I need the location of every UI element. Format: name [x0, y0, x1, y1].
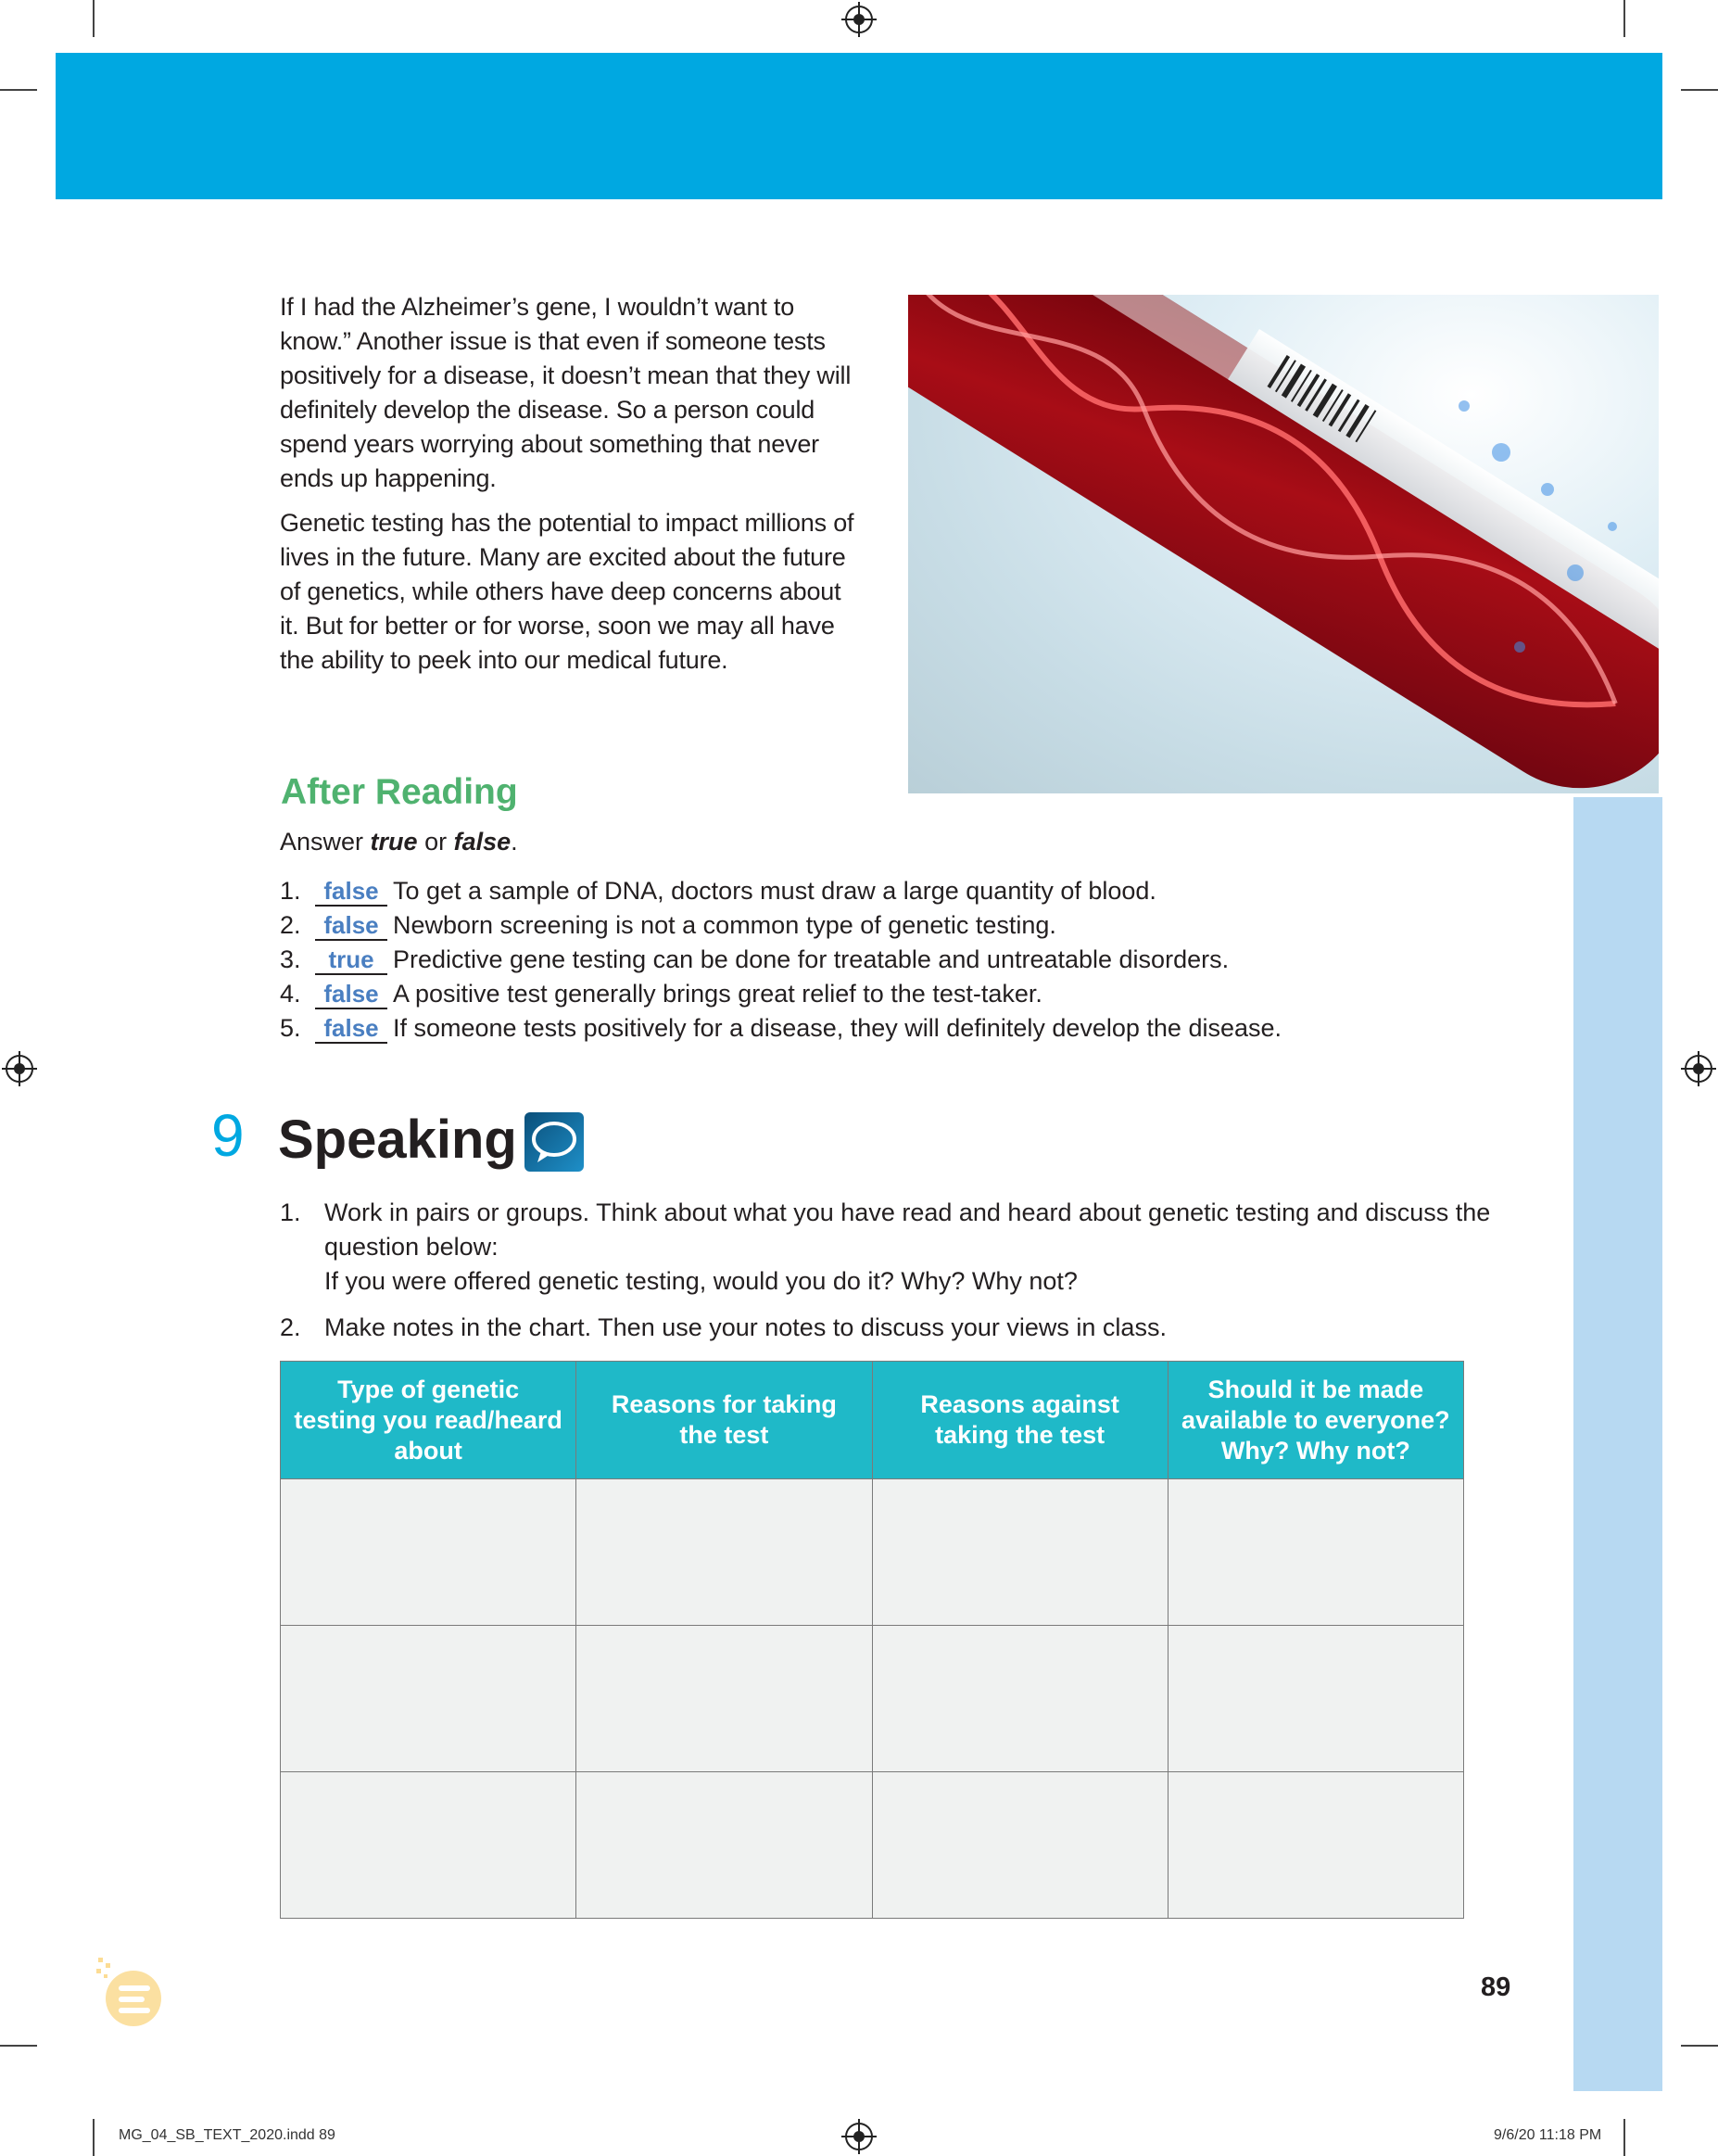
chart-cell[interactable]	[281, 1772, 576, 1919]
task-2-text: Make notes in the chart. Then use your notes to discuss your views in class.	[324, 1313, 1167, 1341]
answer-blank[interactable]	[315, 945, 387, 975]
statement-text: Newborn screening is not a common type of genetic testing.	[393, 911, 1056, 939]
list-item	[280, 977, 1577, 1011]
answer-blank[interactable]	[315, 980, 387, 1009]
chart-header-row	[281, 1362, 1464, 1479]
notes-chart	[280, 1361, 1464, 1919]
answer-blank[interactable]	[315, 877, 387, 907]
footer-file-name: MG_04_SB_TEXT_2020.indd 89	[119, 2127, 335, 2143]
answer-text: true	[328, 945, 374, 973]
registration-mark-icon	[1685, 1055, 1712, 1083]
registration-mark-icon	[6, 1055, 33, 1083]
crop-mark	[93, 0, 95, 37]
item-number: 4.	[280, 980, 301, 1008]
answer-blank[interactable]	[315, 1014, 387, 1044]
crop-mark	[0, 2045, 37, 2047]
publisher-logo-icon	[93, 1954, 167, 2030]
registration-mark-icon	[845, 6, 873, 33]
chart-cell[interactable]	[576, 1479, 872, 1626]
section-number: 9	[211, 1102, 245, 1169]
speaking-tasks	[280, 1196, 1577, 1345]
chart-cell[interactable]	[1168, 1626, 1463, 1772]
reading-paragraph-1: If I had the Alzheimer’s gene, I wouldn’t want to know.” Another issue is that even if someone tests positively for a disease, it doesn’t mean that they will definitely develop the disease. So a person could spend years worrying about something that never ends up happening.	[280, 293, 852, 492]
after-reading-instruction: Answer true or false.	[280, 828, 518, 856]
task-1-question: If you were offered genetic testing, would you do it? Why? Why not?	[324, 1267, 1078, 1295]
item-number: 1.	[280, 877, 301, 905]
list-item	[280, 1011, 1577, 1046]
item-number: 2.	[280, 911, 301, 939]
task-number: 2.	[280, 1313, 301, 1341]
reading-paragraph-2: Genetic testing has the potential to impact millions of lives in the future. Many are excited about the future of genetics, while others have deep concerns about it. But for better or for worse, soon we may all have the ability to peek into our medical future.	[280, 509, 854, 674]
answer-text: false	[323, 877, 379, 905]
answer-text: false	[323, 980, 379, 1008]
statement-text: If someone tests positively for a disease, they will definitely develop the disease.	[393, 1014, 1282, 1042]
chart-header: Reasons against taking the test	[872, 1362, 1168, 1479]
table-row	[281, 1479, 1464, 1626]
answer-blank[interactable]	[315, 911, 387, 941]
speaking-heading: Speaking	[278, 1110, 517, 1170]
chart-cell[interactable]	[1168, 1479, 1463, 1626]
chart-header: Type of genetic testing you read/heard about	[281, 1362, 576, 1479]
chart-header: Reasons for taking the test	[576, 1362, 872, 1479]
chart-cell[interactable]	[1168, 1772, 1463, 1919]
chart-cell[interactable]	[281, 1479, 576, 1626]
chart-header: Should it be made available to everyone? Why? Why not?	[1168, 1362, 1463, 1479]
crop-mark	[1681, 2045, 1718, 2047]
true-false-list	[280, 874, 1577, 1046]
header-band	[56, 53, 1662, 199]
answer-text: false	[323, 1014, 379, 1042]
registration-mark-icon	[845, 2123, 873, 2150]
statement-text: Predictive gene testing can be done for treatable and untreatable disorders.	[393, 945, 1230, 973]
test-tube-illustration	[908, 295, 1659, 793]
list-item	[280, 908, 1577, 943]
footer-timestamp: 9/6/20 11:18 PM	[1494, 2127, 1602, 2143]
crop-mark	[0, 89, 37, 91]
crop-mark	[93, 2119, 95, 2156]
chart-cell[interactable]	[281, 1626, 576, 1772]
answer-text: false	[323, 911, 379, 939]
task-1	[280, 1196, 1577, 1299]
statement-text: To get a sample of DNA, doctors must draw a large quantity of blood.	[393, 877, 1156, 905]
chart-cell[interactable]	[576, 1626, 872, 1772]
list-item	[280, 943, 1577, 977]
dna-test-tube-photo	[908, 295, 1659, 793]
side-strip	[1573, 797, 1662, 2091]
table-row	[281, 1626, 1464, 1772]
after-reading-heading: After Reading	[281, 772, 518, 812]
task-number: 1.	[280, 1198, 301, 1226]
item-number: 3.	[280, 945, 301, 973]
task-1-text: Work in pairs or groups. Think about what you have read and heard about genetic testing and discuss the question below:	[324, 1198, 1491, 1261]
chart-cell[interactable]	[576, 1772, 872, 1919]
crop-mark	[1623, 0, 1625, 37]
table-row	[281, 1772, 1464, 1919]
task-2	[280, 1311, 1577, 1345]
list-item	[280, 874, 1577, 908]
page-number: 89	[1481, 1972, 1511, 2002]
speech-bubble-icon	[524, 1112, 584, 1172]
chart-cell[interactable]	[872, 1479, 1168, 1626]
statement-text: A positive test generally brings great relief to the test-taker.	[393, 980, 1042, 1008]
crop-mark	[1623, 2119, 1625, 2156]
crop-mark	[1681, 89, 1718, 91]
item-number: 5.	[280, 1014, 301, 1042]
chart-cell[interactable]	[872, 1626, 1168, 1772]
chart-cell[interactable]	[872, 1772, 1168, 1919]
